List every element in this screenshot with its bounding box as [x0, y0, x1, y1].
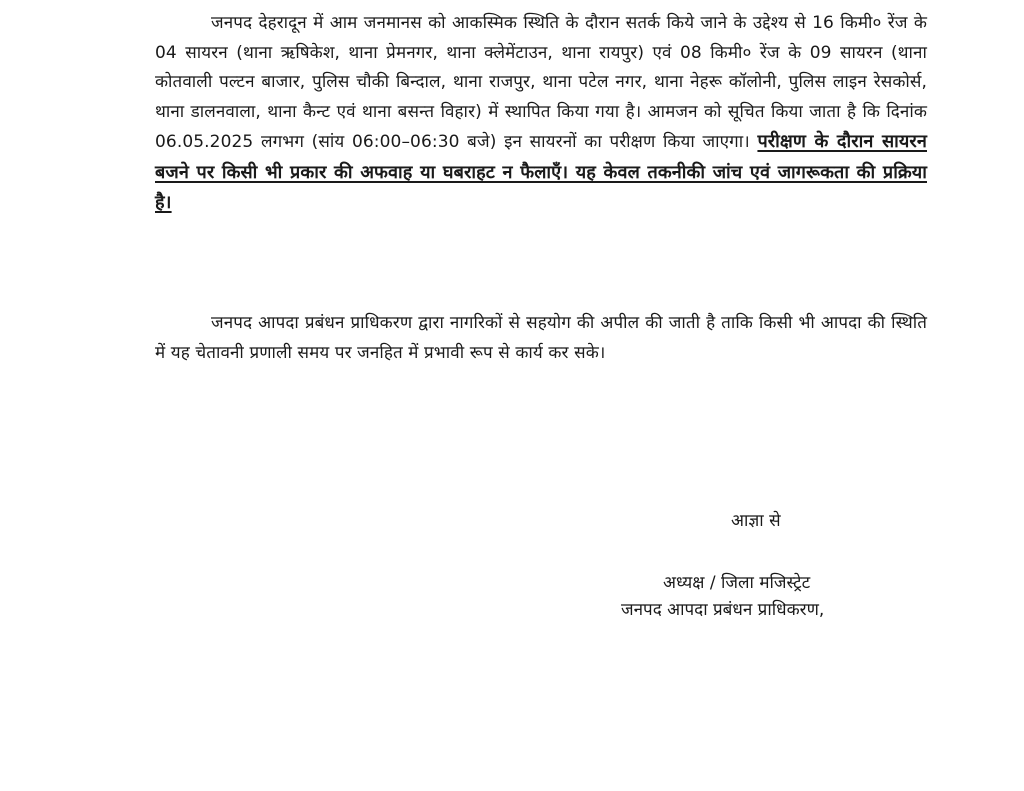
by-order-line: आज्ञा से	[731, 511, 781, 531]
appeal-paragraph: जनपद आपदा प्रबंधन प्राधिकरण द्वारा नागरिकों से सहयोग की अपील की जाती है ताकि किसी भी आपदा की स्थिति में यह चेतावनी प्रणाली समय पर जनहित में प्रभावी रूप से कार्य कर सके।	[155, 313, 927, 363]
notice-emphasis-text: परीक्षण के दौरान सायरन बजने पर किसी भी प्रकार की अफवाह या घबराहट न फैलाएँ। यह केवल तकनीकी जांच एवं जागरूकता की प्रक्रिया है।	[155, 131, 927, 213]
notice-paragraph-1-text: जनपद देहरादून में आम जनमानस को आकस्मिक स्थिति के दौरान सतर्क किये जाने के उद्देश्य से 16 किमी० रेंज के 04 सायरन (थाना ऋषिकेश, थाना प्रेमनगर, थाना क्लेमेंटाउन, थाना रायपुर) एवं 08 किमी० रेंज के 09 सायरन (थाना कोतवाली पल्टन बाजार, पुलिस चौकी बिन्दाल, थाना राजपुर, थाना पटेल नगर, थाना नेहरू कॉलोनी, पुलिस लाइन रेसकोर्स, थाना डालनवाला, थाना कैन्ट एवं थाना बसन्त विहार) में स्थापित किया गया है। आमजन को सूचित किया जाता है कि दिनांक 06.05.2025 लगभग (सांय 06:00–06:30 बजे) इन सायरनों का परीक्षण किया जाएगा।	[155, 13, 927, 152]
signatory-organization: जनपद आपदा प्रबंधन प्राधिकरण,	[621, 600, 825, 620]
notice-paragraph-1	[155, 9, 927, 219]
signatory-designation: अध्यक्ष / जिला मजिस्ट्रेट	[663, 573, 811, 593]
